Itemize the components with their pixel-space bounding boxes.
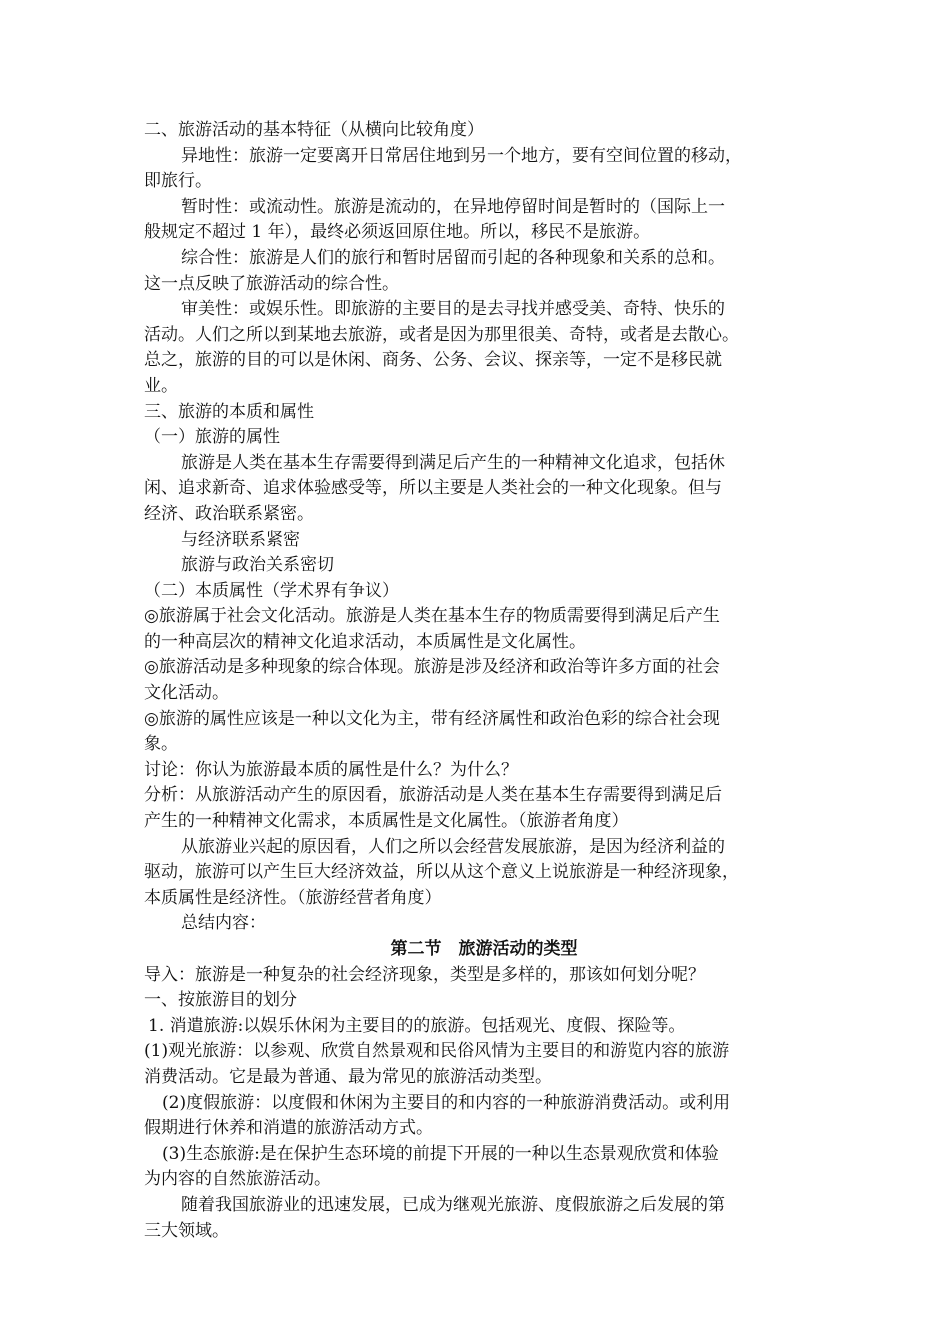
subsection-heading: （二）本质属性（学术界有争议） xyxy=(144,580,399,601)
paragraph-line: 般规定不超过 1 年），最终必须返回原住地。所以，移民不是旅游。 xyxy=(144,222,651,243)
paragraph-line: 闲、追求新奇、追求体验感受等，所以主要是人类社会的一种文化现象。但与 xyxy=(144,478,722,499)
paragraph-line: 暂时性：或流动性。旅游是流动的，在异地停留时间是暂时的（国际上一 xyxy=(181,196,725,217)
paragraph-line: 这一点反映了旅游活动的综合性。 xyxy=(144,273,399,294)
paragraph-line: 本质属性是经济性。（旅游经营者角度） xyxy=(144,887,442,908)
paragraph-line: 综合性：旅游是人们的旅行和暂时居留而引起的各种现象和关系的总和。 xyxy=(181,247,725,268)
numbered-subitem: (2)度假旅游：以度假和休闲为主要目的和内容的一种旅游消费活动。或利用 xyxy=(162,1092,731,1113)
paragraph-line: 假期进行休养和消遣的旅游活动方式。 xyxy=(144,1118,433,1139)
numbered-subitem: (3)生态旅游:是在保护生态环境的前提下开展的一种以生态景观欣赏和体验 xyxy=(162,1143,719,1164)
section-heading: 二、旅游活动的基本特征（从横向比较角度） xyxy=(144,120,484,140)
paragraph-line: 总之，旅游的目的可以是休闲、商务、公务、会议、探亲等，一定不是移民就 xyxy=(144,350,722,371)
paragraph-line: 象。 xyxy=(144,734,178,755)
bullet-line: ◎旅游属于社会文化活动。旅游是人类在基本生存的物质需要得到满足后产生 xyxy=(144,606,720,627)
paragraph-line: 的一种高层次的精神文化追求活动，本质属性是文化属性。 xyxy=(144,631,586,652)
chapter-section-title: 第二节 旅游活动的类型 xyxy=(390,939,578,959)
paragraph-line: 旅游与政治关系密切 xyxy=(181,555,334,576)
paragraph-line: 经济、政治联系紧密。 xyxy=(144,503,314,524)
numbered-subitem: (1)观光旅游：以参观、欣赏自然景观和民俗风情为主要目的和游览内容的旅游 xyxy=(144,1041,730,1062)
numbered-item: 1. 消遣旅游:以娱乐休闲为主要目的的旅游。包括观光、度假、探险等。 xyxy=(148,1015,686,1036)
section-heading: 三、旅游的本质和属性 xyxy=(144,401,314,422)
paragraph-line: 随着我国旅游业的迅速发展，已成为继观光旅游、度假旅游之后发展的第 xyxy=(181,1194,725,1215)
paragraph-line: 消费活动。它是最为普通、最为常见的旅游活动类型。 xyxy=(144,1066,552,1087)
paragraph-line: 审美性：或娱乐性。即旅游的主要目的是去寻找并感受美、奇特、快乐的 xyxy=(181,299,725,320)
paragraph-line: 业。 xyxy=(144,375,178,396)
paragraph-line: 为内容的自然旅游活动。 xyxy=(144,1169,331,1190)
paragraph-line: 活动。人们之所以到某地去旅游，或者是因为那里很美、奇特，或者是去散心。 xyxy=(144,324,739,345)
paragraph-line: 即旅行。 xyxy=(144,171,212,192)
paragraph-line: 旅游是人类在基本生存需要得到满足后产生的一种精神文化追求，包括休 xyxy=(181,452,725,473)
paragraph-line: 从旅游业兴起的原因看，人们之所以会经营发展旅游，是因为经济利益的 xyxy=(181,836,725,857)
paragraph-line: 与经济联系紧密 xyxy=(181,529,300,550)
discussion-line: 讨论：你认为旅游最本质的属性是什么？为什么？ xyxy=(144,759,518,780)
section-heading: 一、按旅游目的划分 xyxy=(144,990,297,1011)
bullet-line: ◎旅游的属性应该是一种以文化为主，带有经济属性和政治色彩的综合社会现 xyxy=(144,708,720,729)
bullet-line: ◎旅游活动是多种现象的综合体现。旅游是涉及经济和政治等许多方面的社会 xyxy=(144,657,720,678)
summary-line: 总结内容： xyxy=(181,913,266,934)
subsection-heading: （一）旅游的属性 xyxy=(144,427,280,448)
document-body xyxy=(144,118,824,1244)
paragraph-line: 文化活动。 xyxy=(144,683,229,704)
paragraph-line: 产生的一种精神文化需求，本质属性是文化属性。（旅游者角度） xyxy=(144,811,629,832)
paragraph-line: 驱动，旅游可以产生巨大经济效益，所以从这个意义上说旅游是一种经济现象， xyxy=(144,862,739,883)
paragraph-line: 三大领域。 xyxy=(144,1220,229,1241)
paragraph-line: 异地性：旅游一定要离开日常居住地到另一个地方，要有空间位置的移动， xyxy=(181,145,742,166)
analysis-line: 分析：从旅游活动产生的原因看，旅游活动是人类在基本生存需要得到满足后 xyxy=(144,785,722,806)
intro-line: 导入：旅游是一种复杂的社会经济现象，类型是多样的，那该如何划分呢？ xyxy=(144,964,705,985)
